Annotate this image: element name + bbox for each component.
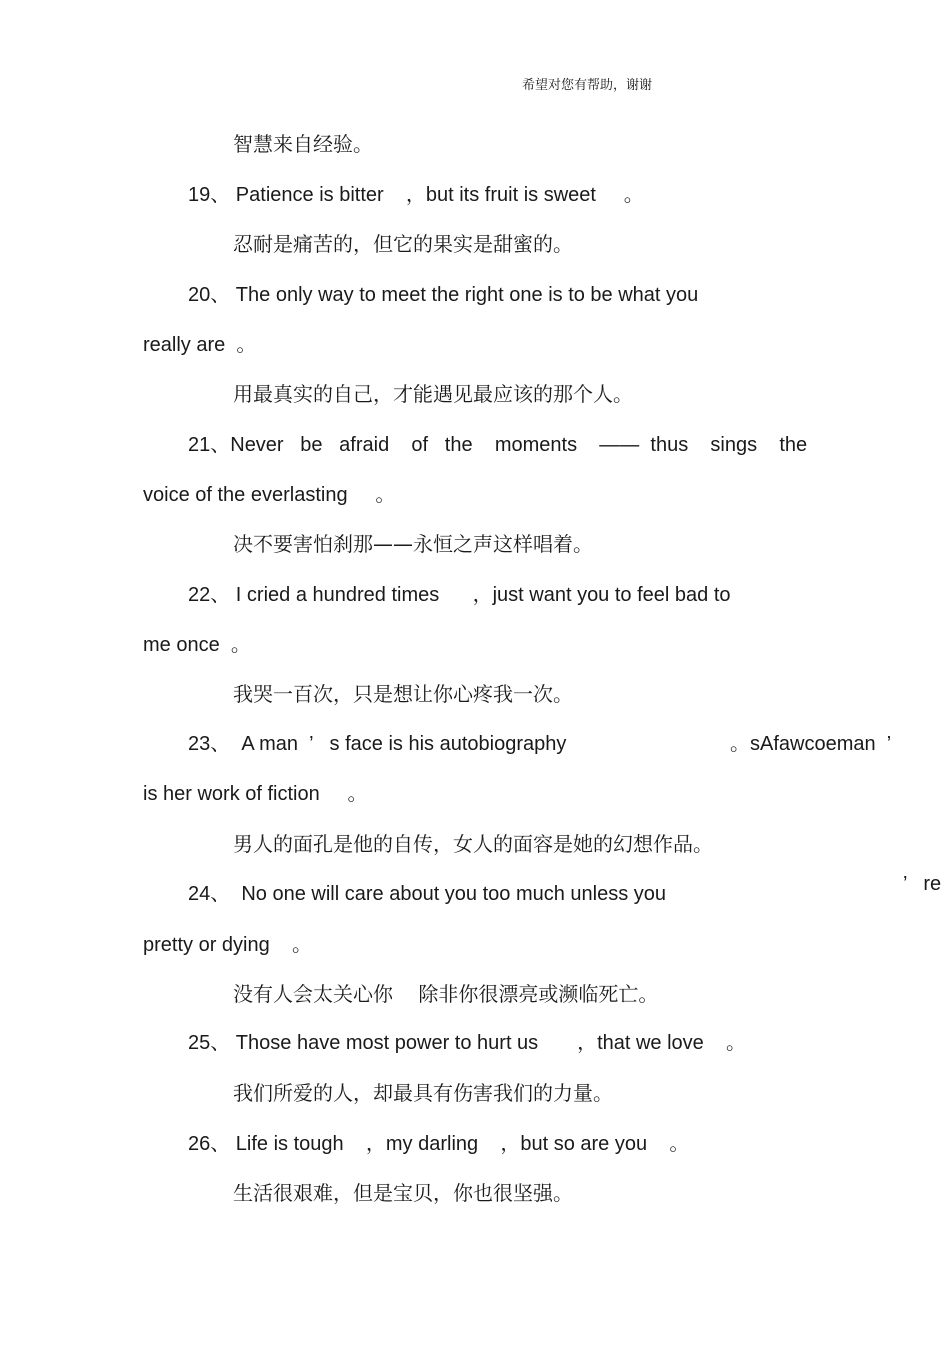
translation-20: 用最真实的自己，才能遇见最应该的那个人。 xyxy=(233,382,633,406)
quote-22-line1: 22、 I cried a hundred times ，just want you to feel bad to xyxy=(188,584,731,606)
translation-22: 我哭一百次，只是想让你心疼我一次。 xyxy=(233,682,573,706)
quote-20-line2: really are 。 xyxy=(143,334,257,356)
quote-22-line2: me once 。 xyxy=(143,634,251,656)
quote-25: 25、 Those have most power to hurt us ，that we love 。 xyxy=(188,1032,747,1054)
quote-20-line1: 20、 The only way to meet the right one is to be what you xyxy=(188,284,699,306)
translation-23: 男人的面孔是他的自传，女人的面容是她的幻想作品。 xyxy=(233,832,713,856)
translation-26: 生活很艰难，但是宝贝，你也很坚强。 xyxy=(233,1181,573,1205)
translation-19: 忍耐是痛苦的，但它的果实是甜蜜的。 xyxy=(233,232,573,256)
page-header: 希望对您有帮助，谢谢 xyxy=(522,77,653,92)
quote-24-line2: pretty or dying 。 xyxy=(143,934,312,956)
quote-21-line1: 21、Never be afraid of the moments —— thus sings the xyxy=(188,434,808,456)
quote-23-line1: 23、 A man ’ s face is his autobiography xyxy=(188,733,567,755)
quote-23-line1-end: 。sAfawcoeman ’ xyxy=(730,733,892,755)
quote-24-line1: 24、 No one will care about you too much unless you xyxy=(188,883,667,905)
translation-21: 决不要害怕刹那——永恒之声这样唱着。 xyxy=(233,532,593,556)
translation-18: 智慧来自经验。 xyxy=(233,132,373,156)
quote-24-line1-end: ’ re xyxy=(903,873,942,895)
quote-23-line2: is her work of fiction 。 xyxy=(143,783,368,805)
translation-24: 没有人会太关心你 除非你很漂亮或濒临死亡。 xyxy=(233,982,659,1006)
quote-19: 19、 Patience is bitter ，but its fruit is sweet 。 xyxy=(188,184,644,206)
quote-21-line2: voice of the everlasting 。 xyxy=(143,484,396,506)
quote-26: 26、 Life is tough ，my darling ，but so are you 。 xyxy=(188,1133,690,1155)
translation-25: 我们所爱的人，却最具有伤害我们的力量。 xyxy=(233,1081,613,1105)
